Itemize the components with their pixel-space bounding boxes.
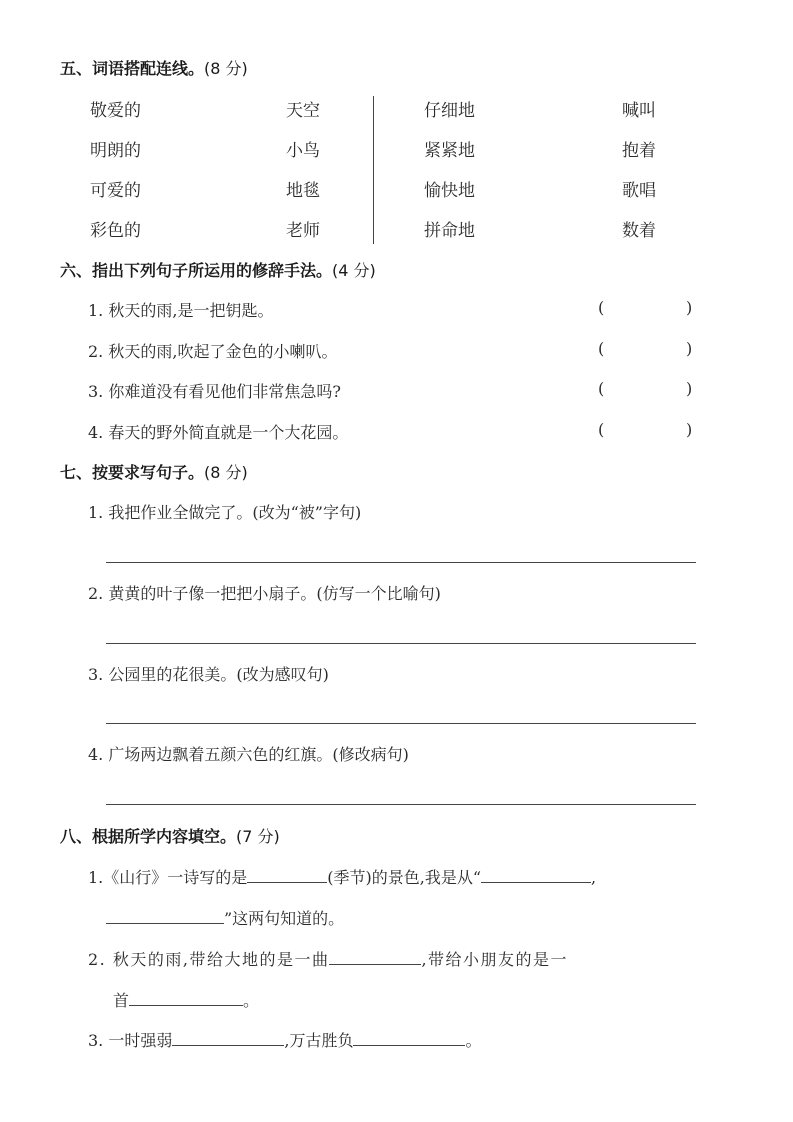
rhetoric-item-2: 2. 秋天的雨,吹起了金色的小喇叭。 <box>88 342 338 361</box>
rhetoric-answer-close-3[interactable]: ) <box>686 379 693 398</box>
fill-blank-strength[interactable] <box>172 1027 284 1046</box>
fill-q2-text-b: ,带给小朋友的是一 <box>421 950 569 969</box>
fill-q2-text-c: 首 <box>113 991 130 1010</box>
match-adverb-2: 紧紧地 <box>424 141 475 161</box>
fill-q1-text-c: , <box>591 868 597 887</box>
section-6-title-text: 六、指出下列句子所运用的修辞手法。 <box>60 261 333 280</box>
section-8-title <box>60 824 280 847</box>
section-8-points: (7 分) <box>236 827 280 846</box>
match-verb-4: 数着 <box>622 221 656 241</box>
fill-q1-text-b: (季节)的景色,我是从“ <box>327 868 482 887</box>
rhetoric-answer-close-2[interactable]: ) <box>686 339 693 358</box>
rhetoric-item-1: 1. 秋天的雨,是一把钥匙。 <box>88 301 274 320</box>
section-7-title <box>60 460 248 483</box>
fill-q1-line2 <box>106 905 344 929</box>
column-divider <box>373 96 374 244</box>
section-7-points: (8 分) <box>204 463 248 482</box>
answer-line-1[interactable] <box>106 562 696 563</box>
match-right-word-1: 天空 <box>286 101 320 121</box>
fill-q2-text-a: 2. 秋天的雨,带给大地的是一曲 <box>88 950 330 969</box>
rewrite-item-4: 4. 广场两边飘着五颜六色的红旗。(修改病句) <box>88 745 409 764</box>
rhetoric-answer-open-3[interactable]: ( <box>598 379 605 398</box>
match-left-word-1: 敬爱的 <box>90 101 141 121</box>
section-7-title-text: 七、按要求写句子。 <box>60 463 205 482</box>
rhetoric-answer-open-1[interactable]: ( <box>598 298 605 317</box>
match-right-word-4: 老师 <box>286 221 320 241</box>
rhetoric-item-3: 3. 你难道没有看见他们非常焦急吗? <box>88 382 341 401</box>
fill-q1-text-d: ”这两句知道的。 <box>224 909 345 928</box>
match-left-word-3: 可爱的 <box>90 181 141 201</box>
fill-q3-text-a: 3. 一时强弱 <box>88 1031 173 1050</box>
rewrite-item-2: 2. 黄黄的叶子像一把把小扇子。(仿写一个比喻句) <box>88 584 441 603</box>
fill-q1-text-a: 1.《山行》一诗写的是 <box>88 868 248 887</box>
answer-line-4[interactable] <box>106 804 696 805</box>
match-right-word-3: 地毯 <box>286 181 320 201</box>
section-5-title-text: 五、词语搭配连线。 <box>60 59 205 78</box>
rhetoric-answer-open-4[interactable]: ( <box>598 420 605 439</box>
fill-blank-poem-line-1[interactable] <box>481 864 591 883</box>
rhetoric-answer-close-4[interactable]: ) <box>686 420 693 439</box>
fill-blank-gift-earth[interactable] <box>329 946 421 965</box>
rhetoric-answer-open-2[interactable]: ( <box>598 339 605 358</box>
rhetoric-answer-close-1[interactable]: ) <box>686 298 693 317</box>
fill-blank-victory[interactable] <box>353 1027 465 1046</box>
fill-q2-line1 <box>88 946 568 970</box>
section-8-title-text: 八、根据所学内容填空。 <box>60 827 237 846</box>
answer-line-2[interactable] <box>106 643 696 644</box>
match-adverb-4: 拼命地 <box>424 221 475 241</box>
fill-q3-text-c: 。 <box>465 1031 482 1050</box>
fill-q3-text-b: ,万古胜负 <box>284 1031 354 1050</box>
match-verb-3: 歌唱 <box>622 181 656 201</box>
fill-q2-text-d: 。 <box>243 991 260 1010</box>
rewrite-item-3: 3. 公园里的花很美。(改为感叹句) <box>88 665 329 684</box>
fill-q2-line2 <box>113 987 259 1011</box>
match-left-word-2: 明朗的 <box>90 141 141 161</box>
fill-q3-line <box>88 1027 481 1051</box>
match-right-word-2: 小鸟 <box>286 141 320 161</box>
match-verb-1: 喊叫 <box>622 101 656 121</box>
fill-blank-season[interactable] <box>247 864 327 883</box>
rhetoric-item-4: 4. 春天的野外简直就是一个大花园。 <box>88 423 349 442</box>
match-adverb-1: 仔细地 <box>424 101 475 121</box>
section-5-title <box>60 56 248 79</box>
fill-q1-line1 <box>88 864 596 888</box>
match-left-word-4: 彩色的 <box>90 221 141 241</box>
section-6-title <box>60 258 376 281</box>
section-6-points: (4 分) <box>332 261 376 280</box>
fill-blank-poem-line-2[interactable] <box>106 905 224 924</box>
answer-line-3[interactable] <box>106 723 696 724</box>
match-verb-2: 抱着 <box>622 141 656 161</box>
match-adverb-3: 愉快地 <box>424 181 475 201</box>
fill-blank-gift-children[interactable] <box>129 987 243 1006</box>
section-5-points: (8 分) <box>204 59 248 78</box>
rewrite-item-1: 1. 我把作业全做完了。(改为“被”字句) <box>88 503 362 522</box>
